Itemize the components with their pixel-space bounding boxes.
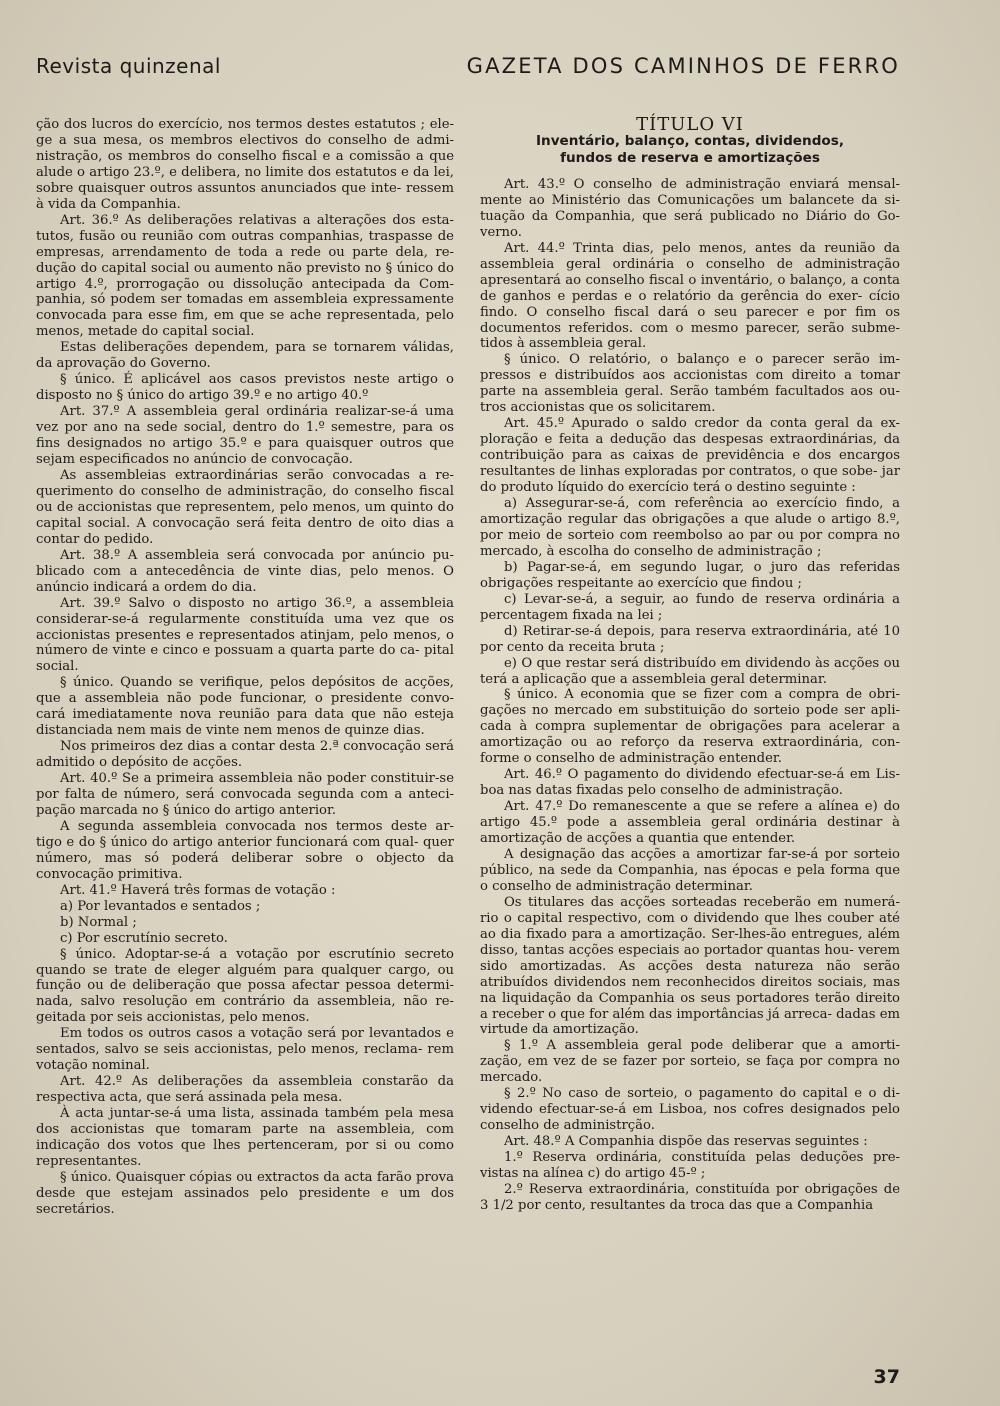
- paragraph: Art. 38.º A assembleia será convocada por anúncio pu- blicado com a antecedência de vinte dias, pelo menos. O anúncio indicará a ordem do dia.: [36, 547, 454, 595]
- left-column: [36, 117, 454, 1218]
- paragraph: ção dos lucros do exercício, nos termos destes estatutos ; ele- ge a sua mesa, os membros electivos do conselho de admi- nistração, os membros do conselho fiscal e a comissão a que alude o artigo 23.º, e delibera, no limite dos estatutos e da lei, sobre quaisquer outros assuntos anunciados que inte- ressem à vida da Companhia.: [36, 117, 454, 212]
- paragraph: § único. O relatório, o balanço e o parecer serão im- pressos e distribuídos aos accionistas com direito a tomar parte na assembleia geral. Serão também facultados aos ou- tros accionistas que os solicitarem.: [480, 352, 900, 416]
- paragraph: Em todos os outros casos a votação será por levantados e sentados, salvo se seis accionistas, pelo menos, reclama- rem votação nominal.: [36, 1026, 454, 1074]
- paragraph: § único. A economia que se fizer com a compra de obri- gações no mercado em substituição do sorteio pode ser apli- cada à compra suplementar de obrigações para acelerar a amortização ou ao reforço da reserva extraordinária, con- forme o conselho de administração entender.: [480, 687, 900, 767]
- list-item: b) Pagar-se-á, em segundo lugar, o juro das referidas obrigações respeitante ao exercício que findou ;: [480, 559, 900, 591]
- right-column: [480, 114, 900, 1214]
- list-item: c) Por escrutínio secreto.: [60, 930, 228, 946]
- header-right: GAZETA DOS CAMINHOS DE FERRO: [466, 54, 900, 78]
- header-left: Revista quinzenal: [36, 54, 221, 78]
- section-title: TÍTULO VI: [636, 114, 744, 135]
- paragraph: § único. Quando se verifique, pelos depósitos de acções, que a assembleia não pode funcionar, o presidente convo- cará imediatamente nova reunião para data que não esteja distanciada nem mais de vinte nem menos de quinze dias.: [36, 675, 454, 739]
- paragraph: Art. 43.º O conselho de administração enviará mensal- mente ao Ministério das Comunicações um balancete da si- tuação da Companhia, que será publicado no Diário do Go- verno.: [480, 176, 900, 240]
- paragraph: Art. 42.º As deliberações da assembleia constarão da respectiva acta, que será assinada pela mesa.: [36, 1074, 454, 1106]
- paragraph: Art. 48.º A Companhia dispõe das reservas seguintes :: [504, 1134, 868, 1150]
- paragraph: Os titulares das acções sorteadas receberão em numerá- rio o capital respectivo, com o dividendo que lhes couber até ao dia fixado para a amortização. Ser-lhes-ão entregues, além disso, tantas acções especiais ao portador quantas hou- verem sido amortizadas. As acções desta natureza não serão atribuídos dividendos nem reconhecidos direitos sociais, mas na liquidação da Companhia os seus portadores terão direito a receber o que for além das importâncias já arreca- dadas em virtude da amortização.: [480, 894, 900, 1038]
- paragraph: Estas deliberações dependem, para se tornarem válidas, da aprovação do Governo.: [36, 340, 454, 372]
- paragraph: Art. 44.º Trinta dias, pelo menos, antes da reunião da assembleia geral ordinária o conselho de administração apresentará ao conselho fiscal o inventário, o balanço, a conta de ganhos e perdas e o relatório da gerência do exer- cício findo. O conselho fiscal dará o seu parecer e por fim os documentos referidos. com o mesmo parecer, serão subme- tidos à assembleia geral.: [480, 240, 900, 352]
- paragraph: Art. 36.º As deliberações relativas a alterações dos esta- tutos, fusão ou reunião com outras companhias, traspasse de empresas, arrendamento de toda a rede ou parte dela, re- dução do capital social ou aumento não previsto no § único do artigo 4.º, prorrogação ou dissolução antecipada da Com- panhia, só podem ser tomadas em assembleia expressamente convocada para esse fim, em que se ache representada, pelo menos, metade do capital social.: [36, 212, 454, 340]
- paragraph: Art. 37.º A assembleia geral ordinária realizar-se-á uma vez por ano na sede social, dentro do 1.º semestre, para os fins designados no artigo 35.º e para quaisquer outros que sejam especificados no anúncio de convocação.: [36, 404, 454, 468]
- paragraph: Art. 41.º Haverá três formas de votação :: [60, 882, 336, 898]
- list-item: b) Normal ;: [60, 914, 137, 930]
- list-item: 1.º Reserva ordinária, constituída pelas deduções pre- vistas na alínea c) do artigo 45-º ;: [480, 1150, 900, 1182]
- section-subtitle: [480, 133, 900, 167]
- subtitle-line: Inventário, balanço, contas, dividendos,: [535, 132, 845, 149]
- list-item: e) O que restar será distribuído em dividendo às acções ou terá a aplicação que a assembleia geral determinar.: [480, 655, 900, 687]
- paragraph: Art. 39.º Salvo o disposto no artigo 36.º, a assembleia considerar-se-á regularmente constituída uma vez que os accionistas presentes e representados atinjam, pelo menos, o número de vinte e cinco e possuam a quarta parte do ca- pital social.: [36, 595, 454, 675]
- page-number: 37: [873, 1366, 900, 1388]
- list-item: c) Levar-se-á, a seguir, ao fundo de reserva ordinária a percentagem fixada na lei ;: [480, 591, 900, 623]
- subtitle-line: fundos de reserva e amortizações: [560, 149, 820, 166]
- paragraph: Art. 46.º O pagamento do dividendo efectuar-se-á em Lis- boa nas datas fixadas pelo conselho de administração.: [480, 767, 900, 799]
- paragraph: Art. 47.º Do remanescente a que se refere a alínea e) do artigo 45.º pode a assembleia geral ordinária destinar à amortização de acções a quantia que entender.: [480, 799, 900, 847]
- list-item: a) Assegurar-se-á, com referência ao exercício findo, a amortização regular das obrigações a que alude o artigo 8.º, por meio de sorteio com reembolso ao par ou por compra no mercado, à escolha do conselho de administração ;: [480, 496, 900, 559]
- paragraph: A designação das acções a amortizar far-se-á por sorteio público, na sede da Companhia, nas épocas e pela forma que o conselho de administração determinar.: [480, 846, 900, 894]
- paragraph: § único. É aplicável aos casos previstos neste artigo o disposto no § único do artigo 39.º e no artigo 40.º: [36, 372, 454, 404]
- paragraph: A segunda assembleia convocada nos termos deste ar- tigo e do § único do artigo anterior funcionará com qual- quer número, mas só poderá deliberar sobre o objecto da convocação primitiva.: [36, 818, 454, 882]
- paragraph: Art. 45.º Apurado o saldo credor da conta geral da ex- ploração e feita a dedução das despesas extraordinárias, da contribuição para as caixas de previdência e dos encargos resultantes de linhas exploradas por contratos, o que sobe- jar do produto líquido do exercício terá o destino seguinte :: [480, 416, 900, 496]
- paragraph: § único. Quaisquer cópias ou extractos da acta farão prova desde que estejam assinados pelo presidente e um dos secretários.: [36, 1169, 454, 1217]
- paragraph: § 1.º A assembleia geral pode deliberar que a amorti- zação, em vez de se fazer por sorteio, se faça por compra no mercado.: [480, 1038, 900, 1086]
- list-item: d) Retirar-se-á depois, para reserva extraordinária, até 10 por cento da receita bruta ;: [480, 623, 900, 655]
- list-item: a) Por levantados e sentados ;: [60, 898, 261, 914]
- paragraph: § único. Adoptar-se-á a votação por escrutínio secreto quando se trate de eleger alguém para qualquer cargo, ou função ou de deliberação que possa afectar pessoa determi- nada, salvo resolução em contrário da assembleia, não re- geitada por seis accionistas, pelo menos.: [36, 946, 454, 1026]
- paragraph: Nos primeiros dez dias a contar desta 2.ª convocação será admitido o depósito de acções.: [36, 739, 454, 771]
- paragraph: À acta juntar-se-á uma lista, assinada também pela mesa dos accionistas que tomaram parte na assembleia, com indicação dos votos que lhes pertenceram, por si ou como representantes.: [36, 1106, 454, 1169]
- list-item: 2.º Reserva extraordinária, constituída por obrigações de 3 1/2 por cento, resultantes da troca das que a Companhia: [480, 1182, 900, 1213]
- paragraph: As assembleias extraordinárias serão convocadas a re- querimento do conselho de administração, do conselho fiscal ou de accionistas que representem, pelo menos, um quinto do capital social. A convocação será feita dentro de oito dias a contar do pedido.: [36, 467, 454, 547]
- paragraph: § 2.º No caso de sorteio, o pagamento do capital e o di- videndo efectuar-se-á em Lisboa, nos cofres designados pelo conselho de administrção.: [480, 1086, 900, 1134]
- paragraph: Art. 40.º Se a primeira assembleia não poder constituir-se por falta de número, será convocada segunda com a anteci- pação marcada no § único do artigo anterior.: [36, 771, 454, 818]
